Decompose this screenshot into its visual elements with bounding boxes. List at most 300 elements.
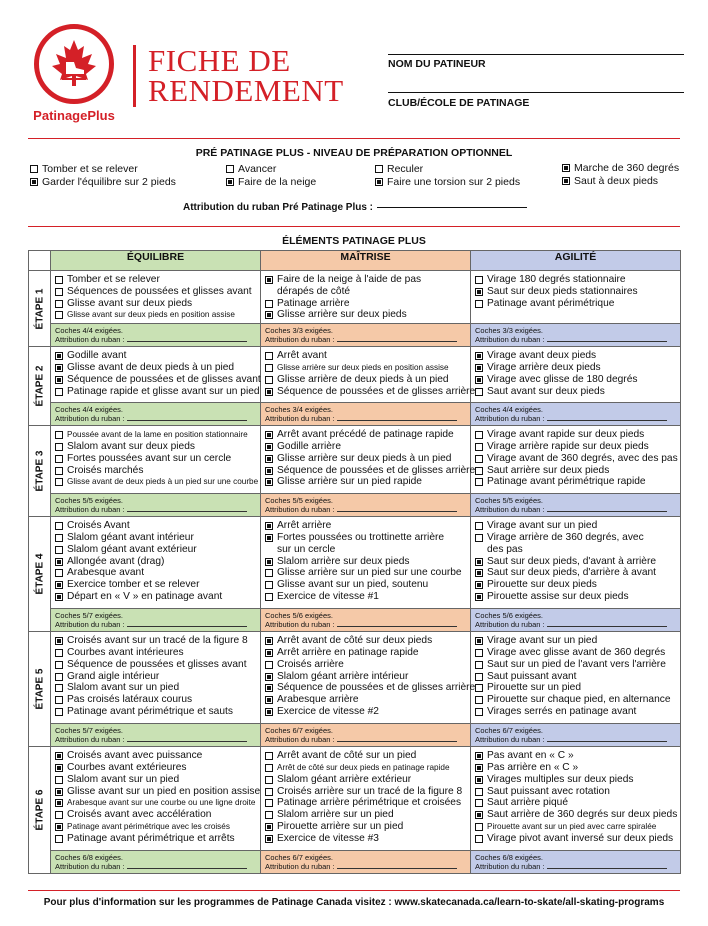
checkbox[interactable] [55,300,63,308]
checkbox[interactable] [265,569,273,577]
skill-label: Arabesque avant [67,567,145,579]
checkbox[interactable] [265,649,273,657]
bottom-divider [28,890,680,891]
checkbox[interactable] [375,178,383,186]
skill-item[interactable] [265,671,466,683]
checkbox[interactable] [475,708,483,716]
skill-item[interactable] [265,833,466,845]
ribbon-attribution [475,335,676,344]
skill-item[interactable] [55,774,256,786]
checkbox[interactable] [55,684,63,692]
skill-item[interactable] [475,694,676,706]
ribbon-line[interactable] [127,741,247,742]
skill-item[interactable] [55,567,256,579]
ribbon-line[interactable] [337,626,457,627]
stage-label [29,271,51,347]
skill-item[interactable] [265,786,466,798]
checkbox[interactable] [55,823,63,831]
checkbox[interactable] [475,593,483,601]
skill-cell-ma [261,426,476,494]
skill-item[interactable] [475,762,676,774]
checkbox[interactable] [475,288,483,296]
checkbox[interactable] [55,558,63,566]
ribbon-label: Attribution du ruban : [265,862,335,872]
checkbox[interactable] [265,467,273,475]
skill-label: Glisse arrière sur deux pieds en position assise [277,362,449,372]
pre-item-label: Avancer [238,163,277,175]
skill-item[interactable] [475,362,676,374]
skill-item[interactable] [265,762,466,774]
checkbox[interactable] [265,788,273,796]
skill-item[interactable] [55,809,256,821]
skill-item[interactable] [265,579,466,591]
skill-label: Slalom géant avant intérieur [67,531,194,543]
skill-item[interactable] [55,309,256,321]
required-checks: Coches 6/7 exigées. [475,726,543,736]
skill-item[interactable] [55,532,256,544]
checkbox[interactable] [265,661,273,669]
ribbon-line[interactable] [337,341,457,342]
skill-cell-ag [471,632,681,724]
checkbox[interactable] [475,522,483,530]
checkbox[interactable] [265,752,273,760]
skill-item[interactable] [265,309,466,321]
skill-item[interactable] [265,429,466,441]
pre-ribbon-line[interactable] [377,207,527,208]
skill-item[interactable] [265,706,466,718]
skill-label: Pirouette sur chaque pied, en alternance [487,694,671,706]
checkbox[interactable] [226,165,234,173]
checkbox[interactable] [55,593,63,601]
skill-item[interactable] [475,797,676,809]
checkbox[interactable] [55,799,63,807]
skill-item[interactable] [265,362,466,374]
skill-item[interactable] [475,659,676,671]
skill-label: Glisse arrière de deux pieds à un pied [277,373,449,385]
checkbox[interactable] [475,788,483,796]
stage-footer-row [29,609,681,632]
checkbox[interactable] [265,364,273,372]
checkbox[interactable] [265,764,273,772]
checkbox[interactable] [265,776,273,784]
skill-item[interactable] [55,556,256,568]
checkbox[interactable] [562,177,570,185]
pre-item[interactable] [562,175,658,187]
skill-item[interactable] [265,635,466,647]
skill-item[interactable] [475,750,676,762]
checkbox[interactable] [475,455,483,463]
checkbox[interactable] [55,311,63,319]
skill-item[interactable] [265,556,466,568]
checkbox[interactable] [30,178,38,186]
skill-item[interactable] [475,821,676,833]
skill-item[interactable] [55,797,256,809]
skill-item[interactable] [475,809,676,821]
skill-item[interactable] [55,659,256,671]
ribbon-line[interactable] [337,868,457,869]
checkbox[interactable] [30,165,38,173]
checkbox[interactable] [265,637,273,645]
checkbox[interactable] [265,811,273,819]
skill-item[interactable] [475,833,676,845]
skill-cell-eq [51,517,261,609]
skill-item[interactable] [475,647,676,659]
skill-item[interactable] [265,453,466,465]
checkbox[interactable] [265,581,273,589]
skill-item[interactable] [55,453,256,465]
checkbox[interactable] [55,388,63,396]
checkbox[interactable] [475,684,483,692]
skill-item[interactable] [55,274,256,286]
stage-label [29,632,51,747]
skill-item[interactable] [55,694,256,706]
checkbox[interactable] [55,376,63,384]
checkbox[interactable] [55,534,63,542]
ribbon-cell-ag [471,851,681,874]
skill-item[interactable] [55,591,256,603]
skill-item[interactable] [55,465,256,477]
ribbon-cell-eq [51,724,261,747]
skill-item[interactable] [55,579,256,591]
skill-item[interactable] [475,520,676,532]
page-title [148,43,344,108]
checkbox[interactable] [475,637,483,645]
footer-link[interactable]: www.skatecanada.ca/learn-to-skate/all-skating-programs [394,897,665,908]
checkbox[interactable] [475,376,483,384]
skill-item[interactable] [265,567,466,579]
checkbox[interactable] [475,799,483,807]
pre-item[interactable] [226,163,276,175]
checkbox[interactable] [475,352,483,360]
ribbon-line[interactable] [337,741,457,742]
checkbox[interactable] [55,637,63,645]
skill-item[interactable] [475,532,676,544]
checkbox[interactable] [265,823,273,831]
ribbon-attribution [475,620,676,629]
skill-item[interactable] [265,532,466,544]
checkbox[interactable] [475,534,483,542]
skill-label: Allongée avant (drag) [67,555,165,567]
pre-item-label: Saut à deux pieds [574,175,659,187]
skill-item[interactable] [55,298,256,310]
skill-item[interactable] [265,350,466,362]
skill-cell-ag [471,271,681,324]
skill-item[interactable] [475,579,676,591]
checkbox[interactable] [265,593,273,601]
checkbox[interactable] [265,673,273,681]
skill-item[interactable] [55,785,261,798]
checkbox[interactable] [475,764,483,772]
skill-item[interactable] [265,659,466,671]
ribbon-line[interactable] [547,626,667,627]
checkbox[interactable] [55,752,63,760]
checkbox[interactable] [55,352,63,360]
checkbox[interactable] [265,708,273,716]
checkbox[interactable] [55,811,63,819]
checkbox[interactable] [55,696,63,704]
skill-item[interactable] [265,774,466,786]
skill-item[interactable] [475,671,676,683]
checkbox[interactable] [265,388,273,396]
checkbox[interactable] [265,696,273,704]
skill-label: Patinage avant périmétrique avec les croisés [67,821,230,831]
checkbox[interactable] [55,764,63,772]
checkbox[interactable] [475,388,483,396]
skill-label: Saut sur deux pieds, d'avant à arrière [487,555,657,567]
checkbox[interactable] [55,581,63,589]
ribbon-attribution [265,335,466,344]
checkbox[interactable] [55,364,63,372]
skill-item[interactable] [55,350,256,362]
checkbox[interactable] [265,352,273,360]
checkbox[interactable] [226,178,234,186]
ribbon-line[interactable] [337,511,457,512]
checkbox[interactable] [55,288,63,296]
checkbox[interactable] [55,569,63,577]
skill-item[interactable] [265,647,466,659]
checkbox[interactable] [475,276,483,284]
checkbox[interactable] [265,684,273,692]
ribbon-line[interactable] [127,420,247,421]
skill-item[interactable] [55,750,256,762]
skill-item[interactable] [55,544,256,556]
checkbox[interactable] [475,569,483,577]
skill-item[interactable] [265,441,466,453]
skill-label: Séquences de poussées et glisses avant [67,285,252,297]
skill-item[interactable] [55,520,256,532]
skill-item[interactable] [55,647,256,659]
ribbon-label: Attribution du ruban : [475,862,545,872]
ribbon-line[interactable] [547,420,667,421]
checkbox[interactable] [475,823,483,831]
checkbox[interactable] [55,431,63,439]
checkbox[interactable] [265,276,273,284]
skill-item[interactable] [55,441,256,453]
skill-item[interactable] [475,706,676,718]
skill-item[interactable] [475,591,676,603]
checkbox[interactable] [265,443,273,451]
skill-item[interactable] [55,429,256,441]
ribbon-cell-ma [261,494,471,517]
stage-footer-row [29,494,681,517]
skill-item[interactable] [265,694,466,706]
checkbox[interactable] [55,835,63,843]
pre-item[interactable] [375,163,423,175]
skill-item[interactable] [475,774,676,786]
skill-item[interactable] [55,821,256,833]
checkbox[interactable] [475,752,483,760]
checkbox[interactable] [55,649,63,657]
stage-row [29,632,681,724]
ribbon-cell-ag [471,609,681,632]
ribbon-line[interactable] [127,511,247,512]
checkbox[interactable] [475,835,483,843]
checkbox[interactable] [55,455,63,463]
skill-item[interactable] [475,374,676,386]
skill-label: Glisse arrière sur deux pieds à un pied [277,452,452,464]
skill-item[interactable] [475,298,676,310]
skill-item [475,544,676,556]
checkbox[interactable] [475,649,483,657]
skill-cell-ma [261,632,476,724]
skill-item[interactable] [265,385,476,398]
checkbox[interactable] [55,673,63,681]
skill-item[interactable] [475,635,676,647]
skill-item[interactable] [265,591,466,603]
skill-item[interactable] [475,429,676,441]
ribbon-line[interactable] [127,341,247,342]
skill-item[interactable] [55,635,256,647]
checkbox[interactable] [265,478,273,486]
checkbox[interactable] [55,478,63,486]
stage-name: ÉTAPE 1 [34,288,45,330]
checkbox[interactable] [562,164,570,172]
required-checks: Coches 5/6 exigées. [265,611,333,621]
stage-footer-row [29,724,681,747]
checkbox[interactable] [55,443,63,451]
skill-item[interactable] [475,556,676,568]
skill-item[interactable] [265,750,466,762]
checkbox[interactable] [55,788,63,796]
skill-item[interactable] [475,682,676,694]
ribbon-attribution [55,862,256,871]
pre-item[interactable] [375,176,520,188]
pre-item[interactable] [30,176,176,188]
skill-item[interactable] [55,476,259,488]
checkbox[interactable] [475,776,483,784]
skill-item[interactable] [475,786,676,798]
ribbon-line[interactable] [547,511,667,512]
checkbox[interactable] [375,165,383,173]
ribbon-attribution [55,620,256,629]
skill-label: Patinage arrière périmétrique et croisées [277,797,462,809]
checkbox[interactable] [265,534,273,542]
skill-label: Virages serrés en patinage avant [487,705,637,717]
stage-footer-row [29,851,681,874]
skill-item[interactable] [265,821,466,833]
skill-item[interactable] [475,476,676,488]
required-checks: Coches 5/7 exigées. [55,726,123,736]
club-line[interactable] [388,92,684,93]
checkbox[interactable] [55,276,63,284]
skill-item[interactable] [475,386,676,398]
skill-item[interactable] [265,682,476,694]
skill-item[interactable] [475,567,676,579]
skill-label: Glisse avant sur un pied en position assise [67,785,261,797]
skill-item[interactable] [55,286,256,298]
checkbox[interactable] [475,300,483,308]
pre-item[interactable] [562,162,679,174]
checkbox[interactable] [475,581,483,589]
stage-label [29,426,51,517]
checkbox[interactable] [475,673,483,681]
checkbox[interactable] [475,558,483,566]
ribbon-line[interactable] [547,741,667,742]
skill-item[interactable] [265,476,466,488]
ribbon-line[interactable] [547,341,667,342]
skill-item[interactable] [55,385,260,398]
required-checks: Coches 5/7 exigées. [55,611,123,621]
skill-item[interactable] [265,274,466,286]
ribbon-line[interactable] [127,868,247,869]
pre-item-label: Faire une torsion sur 2 pieds [387,176,521,188]
checkbox[interactable] [475,431,483,439]
skill-item[interactable] [475,441,676,453]
skill-label: Glisse arrière sur un pied sur une courbe [277,567,462,579]
checkbox[interactable] [265,455,273,463]
skill-label: dérapés de côté [277,285,351,297]
checkbox[interactable] [265,522,273,530]
checkbox[interactable] [265,558,273,566]
skill-item[interactable] [475,274,676,286]
skill-item[interactable] [475,465,676,477]
skill-item[interactable] [55,671,256,683]
skill-label: Glisse avant de deux pieds à un pied [67,361,235,373]
ribbon-line[interactable] [337,420,457,421]
ribbon-line[interactable] [127,626,247,627]
checkbox[interactable] [265,311,273,319]
skill-item[interactable] [475,350,676,362]
skill-item[interactable] [55,762,256,774]
skill-item[interactable] [265,520,466,532]
checkbox[interactable] [265,799,273,807]
checkbox[interactable] [55,522,63,530]
checkbox[interactable] [55,467,63,475]
skill-item[interactable] [55,373,261,386]
skill-item[interactable] [265,809,466,821]
skill-cell-ag [471,517,681,609]
pre-item[interactable] [226,176,316,188]
checkbox[interactable] [475,811,483,819]
skill-item[interactable] [55,362,256,374]
skill-item[interactable] [265,298,466,310]
checkbox[interactable] [475,478,483,486]
checkbox[interactable] [475,696,483,704]
checkbox[interactable] [475,661,483,669]
ribbon-cell-ma [261,609,471,632]
ribbon-label: Attribution du ruban : [55,862,125,872]
maple-leaf-skate-icon [48,38,100,92]
stage-name: ÉTAPE 4 [34,553,45,595]
checkbox[interactable] [475,467,483,475]
pre-item[interactable] [30,163,138,175]
ribbon-label: Attribution du ruban : [265,414,335,424]
skill-item[interactable] [265,464,476,477]
checkbox[interactable] [55,661,63,669]
skill-item[interactable] [55,682,256,694]
ribbon-line[interactable] [547,868,667,869]
checkbox[interactable] [55,708,63,716]
checkbox[interactable] [55,776,63,784]
skill-item[interactable] [55,833,256,845]
checkbox[interactable] [475,364,483,372]
skill-item[interactable] [55,706,256,718]
checkbox[interactable] [265,376,273,384]
skater-name-line[interactable] [388,54,684,55]
checkbox[interactable] [265,431,273,439]
ribbon-cell-ma [261,851,471,874]
checkbox[interactable] [265,835,273,843]
checkbox[interactable] [265,300,273,308]
skill-item[interactable] [475,286,676,298]
checkbox[interactable] [55,546,63,554]
ribbon-attribution [55,414,256,423]
skill-item[interactable] [265,797,466,809]
stage-row [29,347,681,403]
checkbox[interactable] [475,443,483,451]
skill-item[interactable] [265,374,466,386]
skill-item[interactable] [475,453,676,465]
